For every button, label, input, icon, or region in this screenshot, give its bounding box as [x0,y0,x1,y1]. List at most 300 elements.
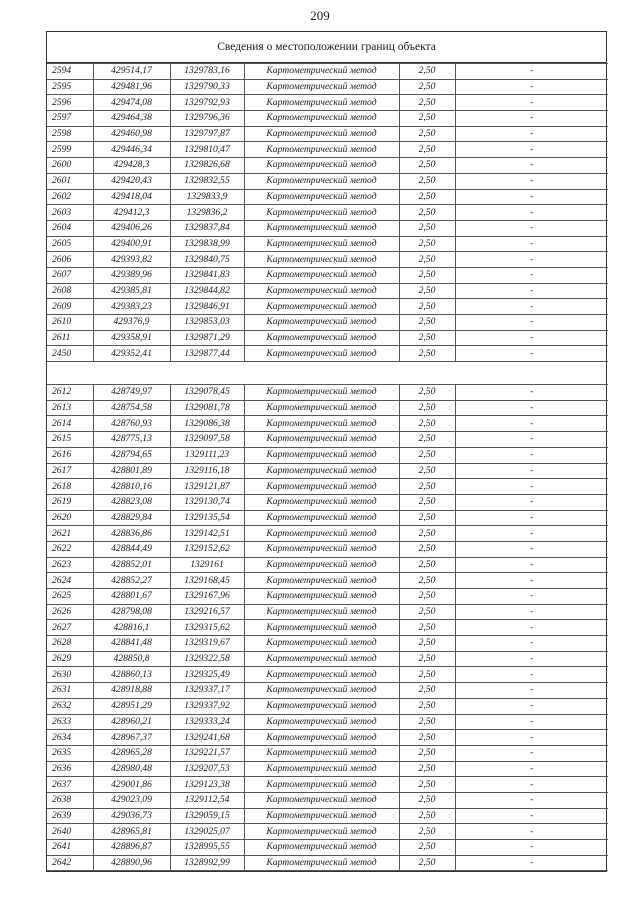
note-cell: - [455,651,608,667]
point-number-cell: 2629 [47,651,93,667]
table-row [47,463,608,479]
table-row [47,840,608,856]
x-coordinate-cell: 429389,96 [93,267,170,283]
method-cell: Картометрический метод [244,840,399,856]
table-row [47,126,608,142]
y-coordinate-cell: 1329152,62 [170,541,244,557]
x-coordinate-cell: 428918,88 [93,683,170,699]
y-coordinate-cell: 1329112,54 [170,792,244,808]
point-number-cell: 2621 [47,526,93,542]
method-cell: Картометрический метод [244,557,399,573]
table-row [47,808,608,824]
accuracy-cell: 2,50 [399,205,455,221]
point-number-cell: 2611 [47,330,93,346]
x-coordinate-cell: 428850,8 [93,651,170,667]
y-coordinate-cell: 1329871,29 [170,330,244,346]
method-cell: Картометрический метод [244,792,399,808]
accuracy-cell: 2,50 [399,667,455,683]
method-cell: Картометрический метод [244,541,399,557]
note-cell: - [455,385,608,401]
x-coordinate-cell: 429385,81 [93,283,170,299]
accuracy-cell: 2,50 [399,855,455,871]
table-row [47,479,608,495]
accuracy-cell: 2,50 [399,636,455,652]
accuracy-cell: 2,50 [399,315,455,331]
method-cell: Картометрический метод [244,432,399,448]
y-coordinate-cell: 1329796,36 [170,111,244,127]
x-coordinate-cell: 428841,48 [93,636,170,652]
note-cell: - [455,730,608,746]
note-cell: - [455,220,608,236]
table-row [47,142,608,158]
note-cell: - [455,636,608,652]
point-number-cell: 2632 [47,698,93,714]
accuracy-cell: 2,50 [399,541,455,557]
method-cell: Картометрический метод [244,824,399,840]
point-number-cell: 2614 [47,416,93,432]
note-cell: - [455,620,608,636]
x-coordinate-cell: 428852,27 [93,573,170,589]
y-coordinate-cell: 1329833,9 [170,189,244,205]
method-cell: Картометрический метод [244,479,399,495]
table-row [47,494,608,510]
note-cell: - [455,855,608,871]
x-coordinate-cell: 429358,91 [93,330,170,346]
x-coordinate-cell: 428775,13 [93,432,170,448]
y-coordinate-cell: 1329161 [170,557,244,573]
point-number-cell: 2600 [47,158,93,174]
table-row [47,385,608,401]
point-number-cell: 2595 [47,79,93,95]
table-row [47,79,608,95]
accuracy-cell: 2,50 [399,510,455,526]
point-number-cell: 2634 [47,730,93,746]
point-number-cell: 2638 [47,792,93,808]
note-cell: - [455,111,608,127]
table-row [47,855,608,871]
x-coordinate-cell: 429460,98 [93,126,170,142]
point-number-cell: 2605 [47,236,93,252]
y-coordinate-cell: 1329121,87 [170,479,244,495]
table-row [47,714,608,730]
accuracy-cell: 2,50 [399,126,455,142]
note-cell: - [455,158,608,174]
method-cell: Картометрический метод [244,447,399,463]
accuracy-cell: 2,50 [399,792,455,808]
table-row [47,111,608,127]
y-coordinate-cell: 1329167,96 [170,589,244,605]
method-cell: Картометрический метод [244,667,399,683]
method-cell: Картометрический метод [244,158,399,174]
method-cell: Картометрический метод [244,855,399,871]
x-coordinate-cell: 428754,58 [93,400,170,416]
section-separator-row [47,362,608,385]
method-cell: Картометрический метод [244,698,399,714]
point-number-cell: 2599 [47,142,93,158]
y-coordinate-cell: 1329315,62 [170,620,244,636]
point-number-cell: 2635 [47,745,93,761]
table-row [47,824,608,840]
y-coordinate-cell: 1329059,15 [170,808,244,824]
table-row [47,283,608,299]
table-row [47,573,608,589]
note-cell: - [455,840,608,856]
note-cell: - [455,510,608,526]
method-cell: Картометрический метод [244,777,399,793]
table-row [47,315,608,331]
note-cell: - [455,557,608,573]
y-coordinate-cell: 1329123,38 [170,777,244,793]
x-coordinate-cell: 429418,04 [93,189,170,205]
method-cell: Картометрический метод [244,494,399,510]
method-cell: Картометрический метод [244,267,399,283]
table-row [47,620,608,636]
note-cell: - [455,252,608,268]
note-cell: - [455,79,608,95]
y-coordinate-cell: 1329025,07 [170,824,244,840]
method-cell: Картометрический метод [244,79,399,95]
accuracy-cell: 2,50 [399,346,455,362]
method-cell: Картометрический метод [244,252,399,268]
x-coordinate-cell: 429481,96 [93,79,170,95]
y-coordinate-cell: 1329790,33 [170,79,244,95]
point-number-cell: 2608 [47,283,93,299]
point-number-cell: 2627 [47,620,93,636]
accuracy-cell: 2,50 [399,840,455,856]
accuracy-cell: 2,50 [399,299,455,315]
accuracy-cell: 2,50 [399,745,455,761]
accuracy-cell: 2,50 [399,142,455,158]
x-coordinate-cell: 428890,96 [93,855,170,871]
point-number-cell: 2633 [47,714,93,730]
y-coordinate-cell: 1329836,2 [170,205,244,221]
method-cell: Картометрический метод [244,604,399,620]
method-cell: Картометрический метод [244,761,399,777]
note-cell: - [455,683,608,699]
accuracy-cell: 2,50 [399,573,455,589]
method-cell: Картометрический метод [244,330,399,346]
y-coordinate-cell: 1329221,57 [170,745,244,761]
x-coordinate-cell: 429376,9 [93,315,170,331]
point-number-cell: 2639 [47,808,93,824]
page-number: 209 [310,8,330,23]
y-coordinate-cell: 1329832,55 [170,173,244,189]
y-coordinate-cell: 1329797,87 [170,126,244,142]
point-number-cell: 2615 [47,432,93,448]
y-coordinate-cell: 1329322,58 [170,651,244,667]
x-coordinate-cell: 429474,08 [93,95,170,111]
method-cell: Картометрический метод [244,730,399,746]
x-coordinate-cell: 429352,41 [93,346,170,362]
table-row [47,189,608,205]
point-number-cell: 2594 [47,64,93,80]
separator-cell [47,362,608,385]
accuracy-cell: 2,50 [399,683,455,699]
accuracy-cell: 2,50 [399,173,455,189]
note-cell: - [455,604,608,620]
y-coordinate-cell: 1329877,44 [170,346,244,362]
note-cell: - [455,189,608,205]
x-coordinate-cell: 429001,86 [93,777,170,793]
y-coordinate-cell: 1329216,57 [170,604,244,620]
table-row [47,220,608,236]
y-coordinate-cell: 1329086,38 [170,416,244,432]
table-row [47,330,608,346]
x-coordinate-cell: 428798,08 [93,604,170,620]
method-cell: Картометрический метод [244,651,399,667]
point-number-cell: 2624 [47,573,93,589]
x-coordinate-cell: 428965,81 [93,824,170,840]
y-coordinate-cell: 1329810,47 [170,142,244,158]
accuracy-cell: 2,50 [399,330,455,346]
table-row [47,651,608,667]
table-row [47,252,608,268]
point-number-cell: 2636 [47,761,93,777]
x-coordinate-cell: 428801,89 [93,463,170,479]
boundary-table-frame [46,31,607,872]
point-number-cell: 2625 [47,589,93,605]
method-cell: Картометрический метод [244,620,399,636]
accuracy-cell: 2,50 [399,808,455,824]
method-cell: Картометрический метод [244,714,399,730]
point-number-cell: 2597 [47,111,93,127]
accuracy-cell: 2,50 [399,400,455,416]
table-row [47,730,608,746]
y-coordinate-cell: 1328992,99 [170,855,244,871]
table-row [47,526,608,542]
note-cell: - [455,667,608,683]
x-coordinate-cell: 429036,73 [93,808,170,824]
x-coordinate-cell: 429420,43 [93,173,170,189]
note-cell: - [455,463,608,479]
x-coordinate-cell: 428816,1 [93,620,170,636]
point-number-cell: 2623 [47,557,93,573]
method-cell: Картометрический метод [244,189,399,205]
note-cell: - [455,205,608,221]
y-coordinate-cell: 1329241,68 [170,730,244,746]
note-cell: - [455,698,608,714]
coordinates-table-body [47,64,608,871]
x-coordinate-cell: 428965,28 [93,745,170,761]
point-number-cell: 2609 [47,299,93,315]
note-cell: - [455,792,608,808]
y-coordinate-cell: 1329333,24 [170,714,244,730]
note-cell: - [455,95,608,111]
table-row [47,777,608,793]
point-number-cell: 2619 [47,494,93,510]
y-coordinate-cell: 1329846,91 [170,299,244,315]
y-coordinate-cell: 1329142,51 [170,526,244,542]
method-cell: Картометрический метод [244,142,399,158]
method-cell: Картометрический метод [244,315,399,331]
x-coordinate-cell: 429400,91 [93,236,170,252]
note-cell: - [455,432,608,448]
x-coordinate-cell: 429406,26 [93,220,170,236]
point-number-cell: 2622 [47,541,93,557]
table-row [47,589,608,605]
method-cell: Картометрический метод [244,510,399,526]
y-coordinate-cell: 1329840,75 [170,252,244,268]
accuracy-cell: 2,50 [399,557,455,573]
point-number-cell: 2610 [47,315,93,331]
point-number-cell: 2618 [47,479,93,495]
method-cell: Картометрический метод [244,126,399,142]
coordinates-table [47,63,608,871]
accuracy-cell: 2,50 [399,479,455,495]
method-cell: Картометрический метод [244,173,399,189]
note-cell: - [455,299,608,315]
y-coordinate-cell: 1328995,55 [170,840,244,856]
accuracy-cell: 2,50 [399,79,455,95]
method-cell: Картометрический метод [244,573,399,589]
method-cell: Картометрический метод [244,526,399,542]
y-coordinate-cell: 1329783,16 [170,64,244,80]
table-row [47,432,608,448]
y-coordinate-cell: 1329130,74 [170,494,244,510]
y-coordinate-cell: 1329207,53 [170,761,244,777]
note-cell: - [455,589,608,605]
table-row [47,158,608,174]
x-coordinate-cell: 428829,84 [93,510,170,526]
note-cell: - [455,573,608,589]
point-number-cell: 2607 [47,267,93,283]
y-coordinate-cell: 1329135,54 [170,510,244,526]
point-number-cell: 2606 [47,252,93,268]
x-coordinate-cell: 429412,3 [93,205,170,221]
x-coordinate-cell: 428801,67 [93,589,170,605]
table-row [47,299,608,315]
point-number-cell: 2612 [47,385,93,401]
table-title: Сведения о местоположении границ объекта [47,32,606,63]
accuracy-cell: 2,50 [399,64,455,80]
y-coordinate-cell: 1329319,67 [170,636,244,652]
x-coordinate-cell: 429383,23 [93,299,170,315]
x-coordinate-cell: 428794,65 [93,447,170,463]
table-row [47,541,608,557]
y-coordinate-cell: 1329078,45 [170,385,244,401]
method-cell: Картометрический метод [244,95,399,111]
x-coordinate-cell: 428960,21 [93,714,170,730]
x-coordinate-cell: 429464,38 [93,111,170,127]
method-cell: Картометрический метод [244,683,399,699]
point-number-cell: 2598 [47,126,93,142]
table-row [47,346,608,362]
table-row [47,173,608,189]
method-cell: Картометрический метод [244,205,399,221]
accuracy-cell: 2,50 [399,267,455,283]
note-cell: - [455,346,608,362]
accuracy-cell: 2,50 [399,761,455,777]
note-cell: - [455,126,608,142]
method-cell: Картометрический метод [244,589,399,605]
note-cell: - [455,64,608,80]
table-row [47,604,608,620]
point-number-cell: 2630 [47,667,93,683]
accuracy-cell: 2,50 [399,698,455,714]
y-coordinate-cell: 1329826,68 [170,158,244,174]
note-cell: - [455,808,608,824]
note-cell: - [455,777,608,793]
y-coordinate-cell: 1329337,17 [170,683,244,699]
x-coordinate-cell: 428760,93 [93,416,170,432]
y-coordinate-cell: 1329325,49 [170,667,244,683]
method-cell: Картометрический метод [244,220,399,236]
y-coordinate-cell: 1329837,84 [170,220,244,236]
table-row [47,267,608,283]
accuracy-cell: 2,50 [399,416,455,432]
note-cell: - [455,479,608,495]
accuracy-cell: 2,50 [399,432,455,448]
method-cell: Картометрический метод [244,808,399,824]
accuracy-cell: 2,50 [399,158,455,174]
accuracy-cell: 2,50 [399,283,455,299]
note-cell: - [455,745,608,761]
point-number-cell: 2620 [47,510,93,526]
accuracy-cell: 2,50 [399,730,455,746]
method-cell: Картометрический метод [244,283,399,299]
point-number-cell: 2626 [47,604,93,620]
table-row [47,667,608,683]
note-cell: - [455,236,608,252]
table-row [47,447,608,463]
accuracy-cell: 2,50 [399,604,455,620]
accuracy-cell: 2,50 [399,447,455,463]
y-coordinate-cell: 1329792,93 [170,95,244,111]
x-coordinate-cell: 428749,97 [93,385,170,401]
method-cell: Картометрический метод [244,385,399,401]
accuracy-cell: 2,50 [399,589,455,605]
note-cell: - [455,714,608,730]
method-cell: Картометрический метод [244,745,399,761]
method-cell: Картометрический метод [244,111,399,127]
table-row [47,400,608,416]
table-row [47,792,608,808]
x-coordinate-cell: 428823,08 [93,494,170,510]
accuracy-cell: 2,50 [399,620,455,636]
accuracy-cell: 2,50 [399,494,455,510]
method-cell: Картометрический метод [244,346,399,362]
accuracy-cell: 2,50 [399,220,455,236]
y-coordinate-cell: 1329838,99 [170,236,244,252]
method-cell: Картометрический метод [244,416,399,432]
note-cell: - [455,173,608,189]
note-cell: - [455,824,608,840]
y-coordinate-cell: 1329337,92 [170,698,244,714]
note-cell: - [455,400,608,416]
point-number-cell: 2603 [47,205,93,221]
method-cell: Картометрический метод [244,299,399,315]
y-coordinate-cell: 1329081,78 [170,400,244,416]
note-cell: - [455,330,608,346]
note-cell: - [455,283,608,299]
method-cell: Картометрический метод [244,636,399,652]
accuracy-cell: 2,50 [399,95,455,111]
y-coordinate-cell: 1329853,03 [170,315,244,331]
accuracy-cell: 2,50 [399,777,455,793]
point-number-cell: 2617 [47,463,93,479]
point-number-cell: 2604 [47,220,93,236]
x-coordinate-cell: 428951,29 [93,698,170,714]
point-number-cell: 2602 [47,189,93,205]
table-row [47,745,608,761]
accuracy-cell: 2,50 [399,236,455,252]
point-number-cell: 2613 [47,400,93,416]
method-cell: Картометрический метод [244,400,399,416]
note-cell: - [455,761,608,777]
y-coordinate-cell: 1329116,18 [170,463,244,479]
x-coordinate-cell: 428860,13 [93,667,170,683]
x-coordinate-cell: 428967,37 [93,730,170,746]
